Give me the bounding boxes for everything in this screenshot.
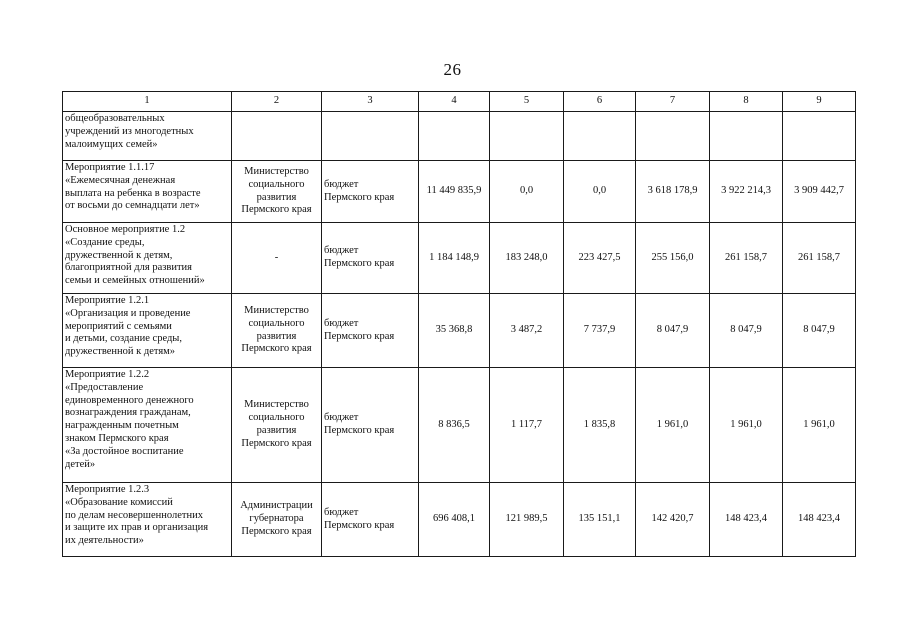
measure-name-cell: Основное мероприятие 1.2 «Создание среды, дружественной к детям, благоприятной для развития семьи и семейных отношений» (63, 223, 232, 294)
funding-source-cell: бюджет Пермского края (322, 223, 419, 294)
column-header: 9 (783, 92, 856, 112)
table-row (63, 223, 856, 294)
table-row (63, 161, 856, 223)
table-row (63, 294, 856, 368)
value-cell: 1 961,0 (783, 368, 856, 483)
program-table (62, 91, 856, 557)
value-cell: 1 961,0 (710, 368, 783, 483)
value-cell: 1 184 148,9 (419, 223, 490, 294)
value-cell: 3 922 214,3 (710, 161, 783, 223)
value-cell: 8 047,9 (710, 294, 783, 368)
value-cell: 261 158,7 (710, 223, 783, 294)
funding-source-cell: бюджет Пермского края (322, 368, 419, 483)
table-row (63, 483, 856, 557)
value-cell: 8 836,5 (419, 368, 490, 483)
funding-source-cell (322, 112, 419, 161)
value-cell: 121 989,5 (490, 483, 564, 557)
value-cell (636, 112, 710, 161)
column-header: 5 (490, 92, 564, 112)
table-row (63, 112, 856, 161)
value-cell: 135 151,1 (564, 483, 636, 557)
responsible-cell: - (232, 223, 322, 294)
value-cell: 183 248,0 (490, 223, 564, 294)
value-cell (783, 112, 856, 161)
column-header: 3 (322, 92, 419, 112)
value-cell: 148 423,4 (783, 483, 856, 557)
value-cell: 7 737,9 (564, 294, 636, 368)
table-header-row (63, 92, 856, 112)
table-row (63, 368, 856, 483)
value-cell: 261 158,7 (783, 223, 856, 294)
column-header: 7 (636, 92, 710, 112)
responsible-cell: Министерство социального развития Пермского края (232, 368, 322, 483)
value-cell: 255 156,0 (636, 223, 710, 294)
measure-name-cell: Мероприятие 1.2.1 «Организация и проведение мероприятий с семьями и детьми, создание среды, дружественной к детям» (63, 294, 232, 368)
value-cell: 8 047,9 (636, 294, 710, 368)
value-cell: 35 368,8 (419, 294, 490, 368)
column-header: 2 (232, 92, 322, 112)
value-cell (710, 112, 783, 161)
responsible-cell (232, 112, 322, 161)
value-cell (564, 112, 636, 161)
value-cell: 696 408,1 (419, 483, 490, 557)
value-cell: 3 909 442,7 (783, 161, 856, 223)
value-cell: 11 449 835,9 (419, 161, 490, 223)
page-number: 26 (443, 60, 462, 79)
value-cell: 8 047,9 (783, 294, 856, 368)
measure-name-cell: общеобразовательных учреждений из многодетных малоимущих семей» (63, 112, 232, 161)
value-cell: 148 423,4 (710, 483, 783, 557)
column-header: 1 (63, 92, 232, 112)
measure-name-cell: Мероприятие 1.1.17 «Ежемесячная денежная выплата на ребенка в возрасте от восьми до семнадцати лет» (63, 161, 232, 223)
funding-source-cell: бюджет Пермского края (322, 483, 419, 557)
responsible-cell: Министерство социального развития Пермского края (232, 161, 322, 223)
funding-source-cell: бюджет Пермского края (322, 161, 419, 223)
value-cell: 0,0 (490, 161, 564, 223)
value-cell: 1 961,0 (636, 368, 710, 483)
value-cell: 3 487,2 (490, 294, 564, 368)
value-cell (490, 112, 564, 161)
value-cell: 1 835,8 (564, 368, 636, 483)
column-header: 6 (564, 92, 636, 112)
measure-name-cell: Мероприятие 1.2.3 «Образование комиссий по делам несовершеннолетних и защите их прав и организация их деятельности» (63, 483, 232, 557)
value-cell: 0,0 (564, 161, 636, 223)
value-cell: 3 618 178,9 (636, 161, 710, 223)
measure-name-cell: Мероприятие 1.2.2 «Предоставление единовременного денежного вознаграждения гражданам, награжденным почетным знаком Пермского края «За достойное воспитание детей» (63, 368, 232, 483)
responsible-cell: Администрации губернатора Пермского края (232, 483, 322, 557)
value-cell: 142 420,7 (636, 483, 710, 557)
value-cell (419, 112, 490, 161)
responsible-cell: Министерство социального развития Пермского края (232, 294, 322, 368)
funding-source-cell: бюджет Пермского края (322, 294, 419, 368)
column-header: 4 (419, 92, 490, 112)
value-cell: 223 427,5 (564, 223, 636, 294)
column-header: 8 (710, 92, 783, 112)
value-cell: 1 117,7 (490, 368, 564, 483)
